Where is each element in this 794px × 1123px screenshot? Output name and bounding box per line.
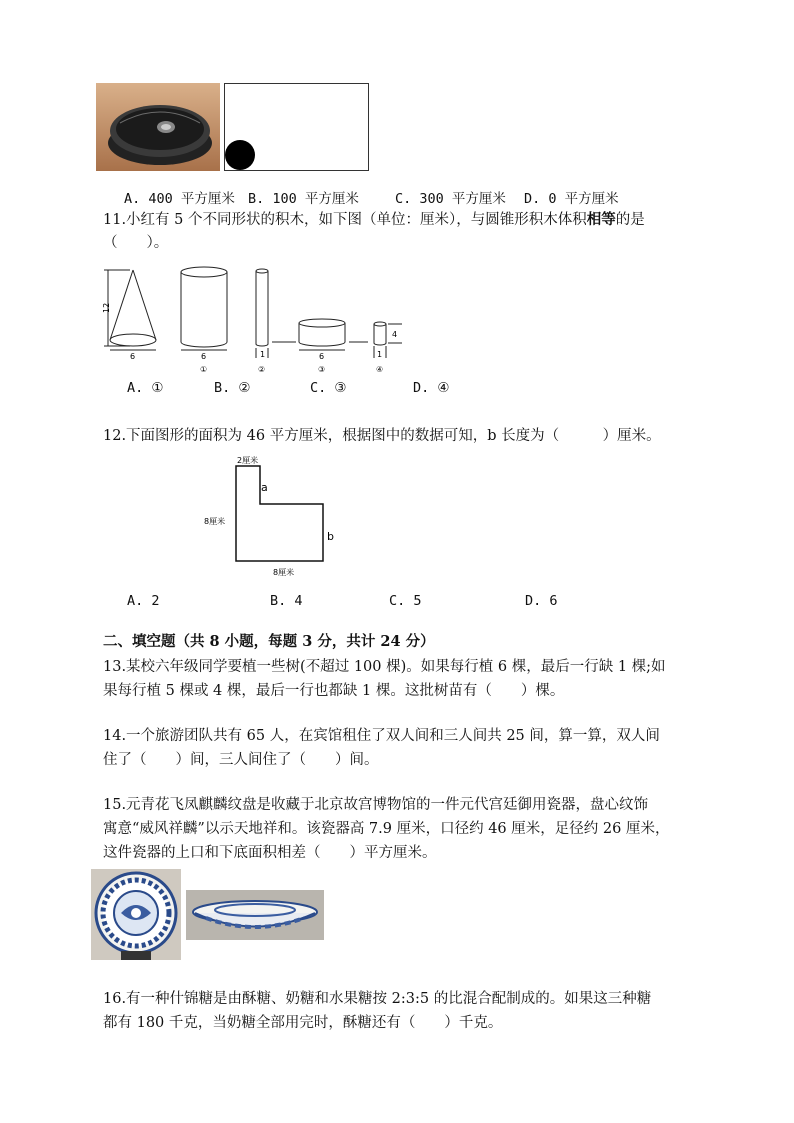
cone-height-label: 12: [102, 302, 111, 313]
porcelain-plate-top-photo: [91, 869, 181, 960]
cylinder4-diameter-label: 1: [377, 350, 383, 359]
q16-line1: 16.有一种什锦糖是由酥糖、奶糖和水果糖按 2:3:5 的比混合配制成的。如果这三种糖: [103, 991, 652, 1007]
porcelain-plate-side-photo: [186, 890, 324, 940]
q14-line1: 14.一个旅游团队共有 65 人，在宾馆租住了双人间和三人间共 25 间，算一算，双人间: [103, 728, 660, 744]
cylinder4-height-label: 4: [392, 330, 398, 339]
q13-line2: 果每行植 5 棵或 4 棵，最后一行也都缺 1 棵。这批树苗有（ ）棵。: [103, 683, 565, 699]
q12-option-c[interactable]: C. 5: [389, 593, 422, 609]
b-label: b: [327, 530, 334, 543]
q10-option-a[interactable]: A. 400 平方厘米: [124, 191, 235, 207]
cylinder1-diameter-label: 6: [201, 352, 207, 361]
section-title: 二、填空题（共 8 小题，每题 3 分，共计 24 分）: [103, 633, 435, 650]
cylinder2-diameter-label: 1: [260, 350, 266, 359]
left-height-label: 8厘米: [204, 517, 226, 526]
q11-option-b[interactable]: B. ②: [214, 380, 251, 396]
robot-vacuum-photo: [96, 83, 220, 171]
q14-line2: 住了（ ）间，三人间住了（ ）间。: [103, 752, 379, 768]
q12-option-d[interactable]: D. 6: [525, 593, 558, 609]
a-label: a: [261, 481, 268, 494]
q12-option-a[interactable]: A. 2: [127, 593, 160, 609]
q12-question: 12.下面图形的面积为 46 平方厘米，根据图中的数据可知，b 长度为（ ）厘米。: [103, 428, 661, 444]
q10-option-b[interactable]: B. 100 平方厘米: [248, 191, 359, 207]
top-width-label: 2厘米: [237, 456, 259, 465]
figure-number-3: ③: [318, 365, 326, 374]
rectangle-diagram: [224, 83, 369, 171]
figure-number-1: ①: [200, 365, 208, 374]
q15-line3: 这件瓷器的上口和下底面积相差（ ）平方厘米。: [103, 845, 437, 861]
q11-question: 11.小红有 5 个不同形状的积木，如下图（单位：厘米），与圆锥形积木体积相等的是: [103, 211, 645, 228]
q11-option-d[interactable]: D. ④: [413, 380, 450, 396]
q15-line1: 15.元青花飞凤麒麟纹盘是收藏于北京故宫博物馆的一件元代宫廷御用瓷器，盘心纹饰: [103, 797, 649, 813]
q13-line1: 13.某校六年级同学要植一些树(不超过 100 棵)。如果每行植 6 棵，最后一行缺 1 棵;如: [103, 659, 666, 675]
q10-option-c[interactable]: C. 300 平方厘米: [395, 191, 506, 207]
q11-option-a[interactable]: A. ①: [127, 380, 164, 396]
l-shape-diagram: [200, 452, 350, 582]
black-circle: [225, 140, 255, 170]
figure-number-2: ②: [258, 365, 266, 374]
bottom-width-label: 8厘米: [273, 568, 295, 577]
cylinder3-diameter-label: 6: [319, 352, 325, 361]
figure-number-4: ④: [376, 365, 384, 374]
blocks-diagram: [100, 262, 410, 374]
q16-line2: 都有 180 千克，当奶糖全部用完时，酥糖还有（ ）千克。: [103, 1015, 503, 1031]
q10-option-d[interactable]: D. 0 平方厘米: [524, 191, 619, 207]
q11-option-c[interactable]: C. ③: [310, 380, 347, 396]
q11-question-line2: （ ）。: [103, 235, 169, 251]
q12-option-b[interactable]: B. 4: [270, 593, 303, 609]
cone-diameter-label: 6: [130, 352, 136, 361]
q15-line2: 寓意“威风祥麟”以示天地祥和。该瓷器高 7.9 厘米，口径约 46 厘米，足径约 26 厘米，: [103, 821, 670, 837]
